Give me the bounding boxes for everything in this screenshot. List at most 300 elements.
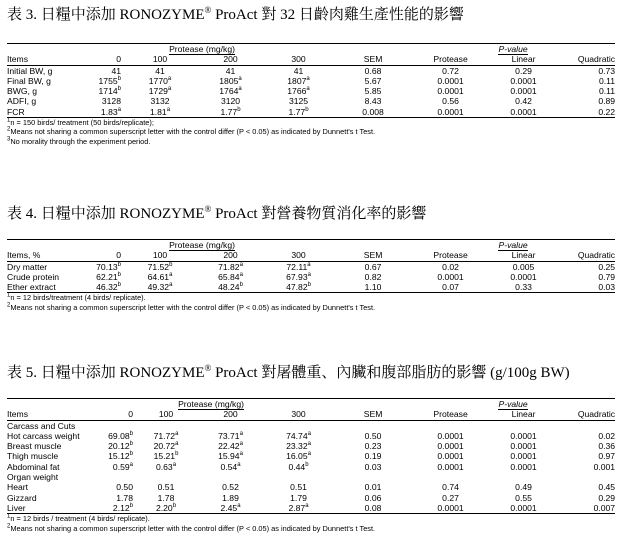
cell-value [262,441,335,451]
table-5 [7,398,615,514]
table-5-group-header [7,399,615,410]
table-row [7,482,615,492]
value-text: 0.52 [222,482,239,493]
value-text: 41 [225,65,236,76]
footnote-marker: 2 [7,127,11,134]
cell-sem: 5.85 [364,86,382,97]
superscript-letter: a [169,282,173,289]
value-text: 71.82 [218,261,240,272]
cell-linear-p: 0.42 [515,96,532,107]
superscript-letter: a [239,272,243,279]
section-heading: Organ weight [7,472,59,483]
value-text: 1.77 [288,106,306,117]
cell-sem: 0.01 [364,482,382,493]
cell-value [121,86,199,96]
value-text: 1770 [148,75,168,86]
superscript-letter: b [129,503,133,510]
cell-value [121,65,199,76]
footnote-text: Means not sharing a common superscript letter with the control differ (P < 0.05) as indicated by Dunnett's t Test. [10,127,376,137]
cell-sem: 0.68 [364,65,382,76]
cell-value [199,272,262,282]
superscript-letter: a [239,451,243,458]
row-label: Thigh muscle [7,451,59,462]
footnote-marker: 2 [7,523,11,530]
superscript-letter: a [175,441,179,448]
value-text: 74.74 [286,430,308,441]
cell-linear-p: 0.005 [512,261,535,272]
value-text: 0.54 [220,461,238,472]
cell-sem: 0.03 [364,461,382,472]
cell-sem: 0.19 [364,451,382,462]
value-text: 1755 [98,75,118,86]
superscript-letter: b [305,461,309,468]
superscript-letter: b [117,86,121,93]
table-3-notes [7,118,624,146]
footnote [7,303,624,312]
table-row [7,96,615,106]
row-label: Final BW, g [7,75,51,86]
cell-value [121,261,199,272]
cell-value [262,503,335,514]
footnote-text: n = 150 birds/ treatment (50 birds/replicate); [10,118,154,128]
superscript-letter: a [167,86,172,93]
value-text: 0.63 [155,461,173,472]
col-0: 0 [87,409,133,420]
col-sem: SEM [335,250,411,261]
table-4 [7,239,615,293]
value-text: 1714 [98,86,118,97]
col-100: 100 [121,54,199,65]
value-text: 1.78 [116,492,133,503]
value-text: 0.51 [290,482,307,493]
row-label: Heart [7,482,29,493]
col-200: 200 [199,409,262,420]
row-label: Liver [7,503,87,514]
cell-value [121,96,199,106]
value-text: 23.32 [286,441,308,452]
col-quadratic: Quadratic [557,409,615,420]
superscript-letter: a [306,76,310,83]
cell-value [199,451,262,461]
cell-value [262,431,335,441]
value-text: 67.93 [286,271,308,282]
col-linear: Linear [490,409,557,420]
value-text: 48.24 [218,282,240,293]
cell-value [262,76,335,86]
cell-sem: 5.67 [364,75,382,86]
value-text: 3128 [101,96,121,107]
cell-value [199,493,262,503]
footnote [7,137,624,146]
table-3-title [7,6,624,25]
footnote-text: Means not sharing a common superscript letter with the control differ (P < 0.05) as indicated by Dunnett's t Test. [10,523,376,533]
table-5-title [7,364,624,383]
value-text: 20.12 [108,441,130,452]
footnote [7,293,624,302]
value-text: 1.81 [149,106,167,117]
cell-value [262,86,335,96]
cell-value [199,431,262,441]
cell-protease-p: 0.0001 [411,107,490,118]
value-text: 69.08 [108,430,130,441]
protease-group-label: Protease (mg/kg) [178,399,244,409]
value-text: 46.32 [96,282,118,293]
footnote-marker: 2 [7,302,11,309]
cell-quadratic-p: 0.02 [598,430,616,441]
value-text: 1.77 [220,106,238,117]
cell-linear-p: 0.29 [515,65,532,76]
cell-value [133,451,199,461]
table-row [7,272,615,282]
table-row [7,431,615,441]
superscript-letter: a [239,431,243,438]
table-row [7,261,615,272]
value-text: 62.21 [96,271,118,282]
col-100: 100 [121,250,199,261]
cell-linear-p: 0.0001 [490,107,557,118]
table-row [7,493,615,503]
cell-protease-p: 0.0001 [437,86,464,97]
cell-protease-p: 0.27 [442,492,459,503]
col-300: 300 [262,409,335,420]
cell-value [262,65,335,76]
superscript-letter: a [129,461,133,468]
cell-quadratic-p: 0.97 [598,451,616,462]
value-text: 20.72 [153,441,176,452]
superscript-letter: a [307,272,311,279]
value-text: 1764 [219,86,239,97]
value-text: 3120 [220,96,241,107]
cell-sem: 1.10 [335,282,411,293]
row-label: Breast muscle [7,441,62,452]
table-4-title-prefix: 表 4. 日糧中添加 RONOZYME [7,206,205,222]
registered-mark: ® [204,5,212,15]
table-row [7,65,615,76]
value-text: 1807 [287,75,307,86]
cell-sem: 0.008 [335,107,411,118]
cell-value [87,503,133,514]
value-text: 15.94 [218,451,240,462]
cell-protease-p: 0.0001 [437,271,464,282]
value-text: 1729 [148,86,168,97]
cell-quadratic-p: 0.11 [598,86,616,97]
cell-value [262,451,335,461]
cell-value [87,431,133,441]
superscript-letter: a [172,461,177,468]
col-linear: Linear [490,250,557,261]
superscript-letter: b [117,76,121,83]
value-text: 22.42 [218,441,240,452]
cell-sem: 0.50 [364,430,382,441]
cell-value [133,493,199,503]
col-items: Items [7,54,69,65]
superscript-letter: a [167,76,172,83]
footnote-text: n = 12 birds / treatment (4 birds/ replicate). [10,514,150,524]
cell-linear-p: 0.0001 [510,86,537,97]
cell-linear-p: 0.0001 [510,441,537,452]
cell-value [69,76,121,86]
cell-quadratic-p: 0.73 [598,65,616,76]
footnote [7,514,624,523]
row-label: Gizzard [7,492,37,503]
value-text: 1805 [219,75,239,86]
cell-linear-p: 0.33 [490,282,557,293]
table-5-notes [7,514,624,533]
table-row [7,451,615,461]
superscript-letter: b [307,282,311,289]
col-items: Items [7,409,87,420]
footnote [7,524,624,533]
superscript-letter: b [175,451,179,458]
row-label: Hot carcass weight [7,430,80,441]
col-sem: SEM [335,54,411,65]
footnote-marker: 3 [7,136,11,143]
superscript-letter: a [307,451,311,458]
value-text: 47.82 [286,282,308,293]
table-5-title-prefix: 表 5. 日糧中添加 RONOZYME [7,365,205,381]
cell-protease-p: 0.56 [442,96,459,107]
cell-value [199,96,262,106]
cell-value [199,76,262,86]
cell-value [69,96,121,106]
value-text: 0.51 [157,482,175,493]
table-5-column-header [7,409,615,420]
table-row [7,282,615,293]
cell-linear-p: 0.0001 [510,461,537,472]
footnote-marker: 1 [7,117,11,124]
cell-value [133,431,199,441]
cell-value [121,107,199,118]
table-row [7,76,615,86]
cell-value [199,462,262,472]
table-5-block [0,364,624,533]
cell-protease-p: 0.07 [411,282,490,293]
value-text: 3125 [288,96,309,107]
table-4-body [7,261,615,293]
superscript-letter: a [307,441,311,448]
cell-protease-p: 0.0001 [437,461,464,472]
pvalue-group-label: P-value [498,44,528,54]
registered-mark: ® [204,204,212,214]
value-text: 41 [111,65,121,76]
superscript-letter: b [117,282,121,289]
cell-linear-p: 0.0001 [510,430,537,441]
value-text: 2.87 [288,502,306,513]
value-text: 3132 [150,96,170,107]
cell-value [69,86,121,96]
value-text: 64.61 [147,271,170,282]
cell-protease-p: 0.0001 [437,430,464,441]
col-200: 200 [199,54,262,65]
row-label: Dry matter [7,261,48,272]
cell-sem: 8.43 [364,96,382,107]
superscript-letter: a [239,261,243,268]
cell-protease-p: 0.72 [442,65,459,76]
cell-value [199,441,262,451]
cell-linear-p: 0.0001 [510,451,537,462]
cell-quadratic-p: 0.22 [557,107,615,118]
cell-sem: 0.67 [364,261,382,272]
table-3-group-header [7,44,615,55]
superscript-letter: a [238,76,242,83]
superscript-letter: a [175,431,179,438]
cell-value [87,441,133,451]
superscript-letter: b [129,431,133,438]
value-text: 16.05 [286,451,308,462]
table-4-group-header [7,240,615,251]
cell-value [199,482,262,492]
cell-protease-p: 0.74 [442,482,459,493]
table-4-title [7,205,624,224]
cell-sem: 0.23 [364,441,382,452]
table-4-column-header [7,250,615,261]
cell-quadratic-p: 0.03 [557,282,615,293]
cell-quadratic-p: 0.89 [598,96,616,107]
table-row [7,441,615,451]
cell-linear-p: 0.0001 [490,503,557,514]
col-linear: Linear [490,54,557,65]
section-heading: Carcass and Cuts [7,420,76,431]
row-label: ADFI, g [7,96,37,107]
value-text: 49.32 [147,282,170,293]
superscript-letter: a [239,441,243,448]
value-text: 73.71 [218,430,240,441]
table-row [7,462,615,472]
table-3-body [7,65,615,117]
value-text: 70.13 [96,261,118,272]
cell-linear-p: 0.0001 [510,271,537,282]
superscript-letter: b [305,106,309,113]
cell-value [87,462,133,472]
cell-value [262,493,335,503]
col-300: 300 [262,250,335,261]
cell-quadratic-p: 0.79 [598,271,616,282]
value-text: 65.84 [218,271,240,282]
cell-value [262,107,335,118]
superscript-letter: b [129,451,133,458]
cell-value [133,462,199,472]
superscript-letter: a [166,106,171,113]
cell-value [87,482,133,492]
col-items: Items, % [7,250,69,261]
value-text: 15.21 [153,451,176,462]
row-label: FCR [7,107,69,118]
pvalue-group-label: P-value [498,240,528,250]
protease-group-label: Protease (mg/kg) [169,240,235,250]
value-text: 1.89 [222,492,239,503]
cell-value [121,272,199,282]
value-text: 15.12 [108,451,130,462]
col-200: 200 [199,250,262,261]
cell-value [262,96,335,106]
cell-value [262,482,335,492]
col-quadratic: Quadratic [557,250,615,261]
col-protease: Protease [411,409,490,420]
superscript-letter: a [307,261,311,268]
cell-quadratic-p: 0.001 [593,461,616,472]
cell-quadratic-p: 0.11 [598,75,616,86]
cell-quadratic-p: 0.007 [557,503,615,514]
cell-value [69,65,121,76]
cell-linear-p: 0.55 [515,492,532,503]
table-row [7,107,615,118]
cell-quadratic-p: 0.29 [598,492,616,503]
row-label: Abdominal fat [7,461,60,472]
superscript-letter: b [117,272,121,279]
value-text: 72.11 [286,261,308,272]
footnote [7,127,624,136]
superscript-letter: a [237,503,241,510]
superscript-letter: a [237,461,241,468]
cell-value [199,503,262,514]
registered-mark: ® [204,363,212,373]
cell-protease-p: 0.0001 [437,441,464,452]
value-text: 41 [155,65,165,76]
footnote-text: No morality through the experiment period. [10,136,151,146]
pvalue-group-label: P-value [498,399,528,409]
cell-value [262,282,335,293]
footnote-marker: 1 [7,513,11,520]
table-4-block [0,205,624,312]
cell-sem: 0.82 [364,271,382,282]
cell-value [121,76,199,86]
table-4-notes [7,293,624,312]
superscript-letter: b [129,441,133,448]
cell-linear-p: 0.0001 [510,75,537,86]
superscript-letter: a [238,86,242,93]
table-4-title-suffix: ProAct 對營養物質消化率的影響 [211,206,427,222]
value-text: 2.45 [220,502,238,513]
superscript-letter: b [169,261,173,268]
row-label: BWG, g [7,86,38,97]
cell-protease-p: 0.0001 [437,75,464,86]
value-text: 2.12 [112,502,130,513]
cell-protease-p: 0.02 [442,261,459,272]
row-label: Ether extract [7,282,69,293]
value-text: 1.79 [290,492,307,503]
superscript-letter: a [307,431,311,438]
value-text: 1.83 [100,106,118,117]
cell-value [133,503,199,514]
cell-linear-p: 0.49 [515,482,532,493]
cell-value [87,493,133,503]
superscript-letter: b [237,106,241,113]
superscript-letter: a [117,106,121,113]
cell-value [199,107,262,118]
protease-group-label: Protease (mg/kg) [169,44,235,54]
table-row [7,420,615,431]
footnote-marker: 1 [7,293,11,300]
table-3-block [0,6,624,146]
value-text: 0.50 [116,482,133,493]
table-3-title-prefix: 表 3. 日糧中添加 RONOZYME [7,7,205,23]
cell-value [69,261,121,272]
superscript-letter: a [169,272,173,279]
cell-value [262,272,335,282]
value-text: 71.72 [153,430,176,441]
row-label: Initial BW, g [7,65,53,76]
cell-quadratic-p: 0.45 [598,482,616,493]
cell-value [199,65,262,76]
superscript-letter: b [117,261,121,268]
cell-value [199,261,262,272]
cell-value [87,451,133,461]
col-sem: SEM [335,409,411,420]
col-0: 0 [69,250,121,261]
cell-value [133,441,199,451]
table-row [7,503,615,514]
cell-quadratic-p: 0.25 [598,261,616,272]
